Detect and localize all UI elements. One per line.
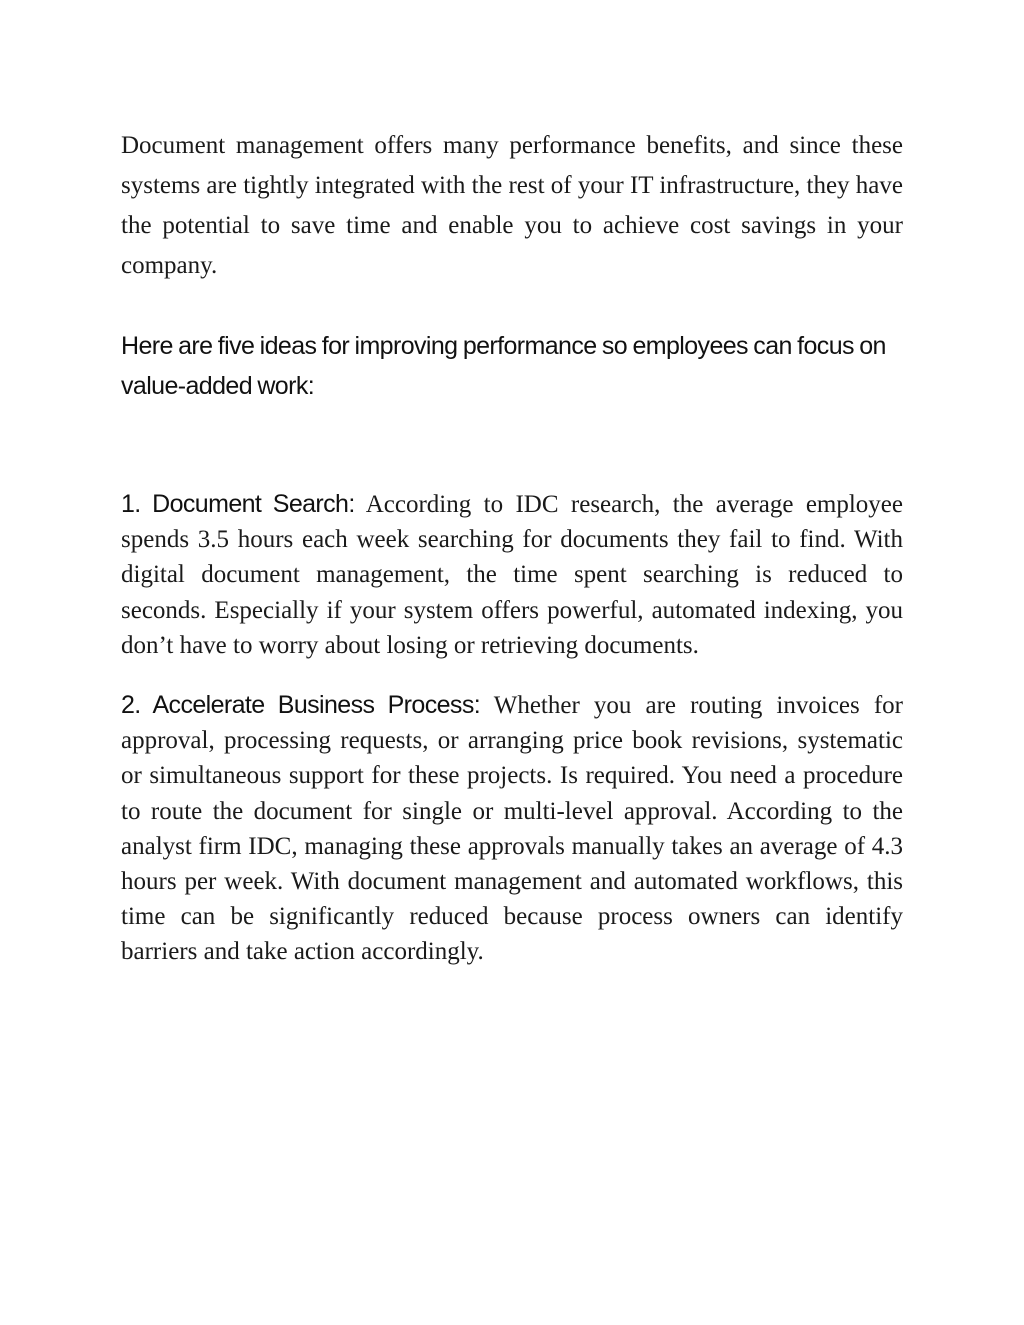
list-item (121, 487, 903, 663)
item-body-accelerate-business-process: Whether you are routing invoices for approval, processing requests, or arranging price book revisions, systematic or simultaneous support for these projects. Is required. You need a procedure to route the document for single or multi-level approval. According to the analyst firm IDC, managing these approvals manually takes an average of 4.3 hours per week. With document management and automated workflows, this time can be significantly reduced because process owners can identify barriers and take action accordingly. (121, 692, 903, 966)
lead-heading: Here are five ideas for improving performance so employees can focus on value-added work: (121, 332, 886, 400)
intro-paragraph: Document management offers many performance benefits, and since these systems are tightly integrated with the rest of your IT infrastructure, they have the potential to save time and enable you to achieve cost savings in your company. (121, 132, 903, 279)
item-heading-document-search: 1. Document Search: (121, 490, 355, 518)
item-body-document-search: According to IDC research, the average employee spends 3.5 hours each week searching for documents they fail to find. With digital document management, the time spent searching is reduced to seconds. Especially if your system offers powerful, automated indexing, you don’t have to worry about losing or retrieving documents. (121, 491, 904, 659)
list-item (121, 688, 903, 970)
item-heading-accelerate-business-process: 2. Accelerate Business Process: (121, 691, 481, 720)
document-page (121, 126, 903, 970)
